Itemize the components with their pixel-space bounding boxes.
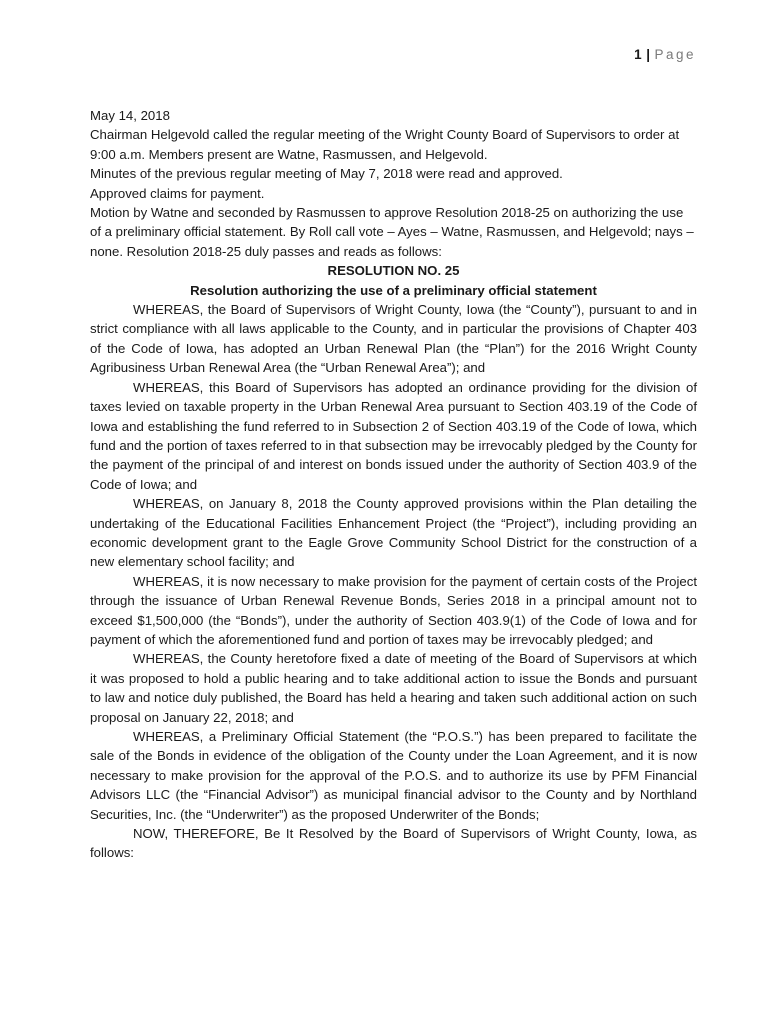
meeting-date: May 14, 2018 [90,108,170,123]
whereas-paragraph: WHEREAS, on January 8, 2018 the County approved provisions within the Plan detailing the undertaking of the Educational Facilities Enhancement Project (the “Project”), including providing an economic development grant to the Eagle Grove Community School District for the construction of a new elementary school facility; and [90,496,697,570]
whereas-paragraph: WHEREAS, the Board of Supervisors of Wright County, Iowa (the “County”), pursuant to and in strict compliance with all laws applicable to the County, and in particular the provisions of Chapter 403 of the Code of Iowa, has adopted an Urban Renewal Plan (the “Plan”) for the 2016 Wright County Agribusiness Urban Renewal Area (the “Urban Renewal Area”); and [90,302,697,376]
resolution-title: Resolution authorizing the use of a preliminary official statement [190,282,597,298]
whereas-paragraph: WHEREAS, it is now necessary to make provision for the payment of certain costs of the Project through the issuance of Urban Renewal Revenue Bonds, Series 2018 in a principal amount not to exceed $1,500,000 (the “Bonds”), under the authority of Section 403.9(1) of the Code of Iowa and for payment of which the aforementioned fund and portion of taxes may be irrevocably pledged; and [90,573,697,647]
whereas-paragraph: WHEREAS, a Preliminary Official Statement (the “P.O.S.”) has been prepared to facilitate the sale of the Bonds in evidence of the obligation of the County under the Loan Agreement, and it is now necessary to make provision for the approval of the P.O.S. and to authorize its use by PFM Financial Advisors LLC (the “Financial Advisor”) as municipal financial advisor to the County and by Northland Securities, Inc. (the “Underwriter”) as the proposed Underwriter of the Bonds; [90,729,697,822]
resolution-number: RESOLUTION NO. 25 [327,263,460,279]
call-to-order: Chairman Helgevold called the regular meeting of the Wright County Board of Supervisors to order at 9:00 a.m. Members present are Watne, Rasmussen, and Helgevold. [90,127,680,162]
whereas-paragraph: WHEREAS, this Board of Supervisors has adopted an ordinance providing for the division of taxes levied on taxable property in the Urban Renewal Area pursuant to Section 403.19 of the Code of Iowa and establishing the fund referred to in Subsection 2 of Section 403.19 of the Code of Iowa, which fund and the portion of taxes referred to in that subsection may be irrevocably pledged by the County for the payment of the principal of and interest on bonds issued under the authority of Section 403.9 of the Code of Iowa; and [90,379,697,492]
page-number: 1 [634,47,643,62]
whereas-paragraph: WHEREAS, the County heretofore fixed a date of meeting of the Board of Supervisors at which it was proposed to hold a public hearing and to take additional action to issue the Bonds and pursuant to law and notice duly published, the Board has held a hearing and taken such additional action on such proposal on January 22, 2018; and [90,651,697,725]
document-body [90,106,697,863]
resolved-paragraph: NOW, THEREFORE, Be It Resolved by the Board of Supervisors of Wright County, Iowa, as follows: [90,826,697,861]
previous-minutes: Minutes of the previous regular meeting of May 7, 2018 were read and approved. [90,166,563,182]
page-word: Page [654,47,696,62]
page-separator: | [646,47,651,62]
page-header [634,47,696,62]
claims-approval: Approved claims for payment. [90,185,265,201]
motion-paragraph: Motion by Watne and seconded by Rasmussen to approve Resolution 2018-25 on authorizing the use of a preliminary official statement. By Roll call vote – Ayes – Watne, Rasmussen, and Helgevold; nays – none. Resolution 2018-25 duly passes and reads as follows: [90,205,694,259]
